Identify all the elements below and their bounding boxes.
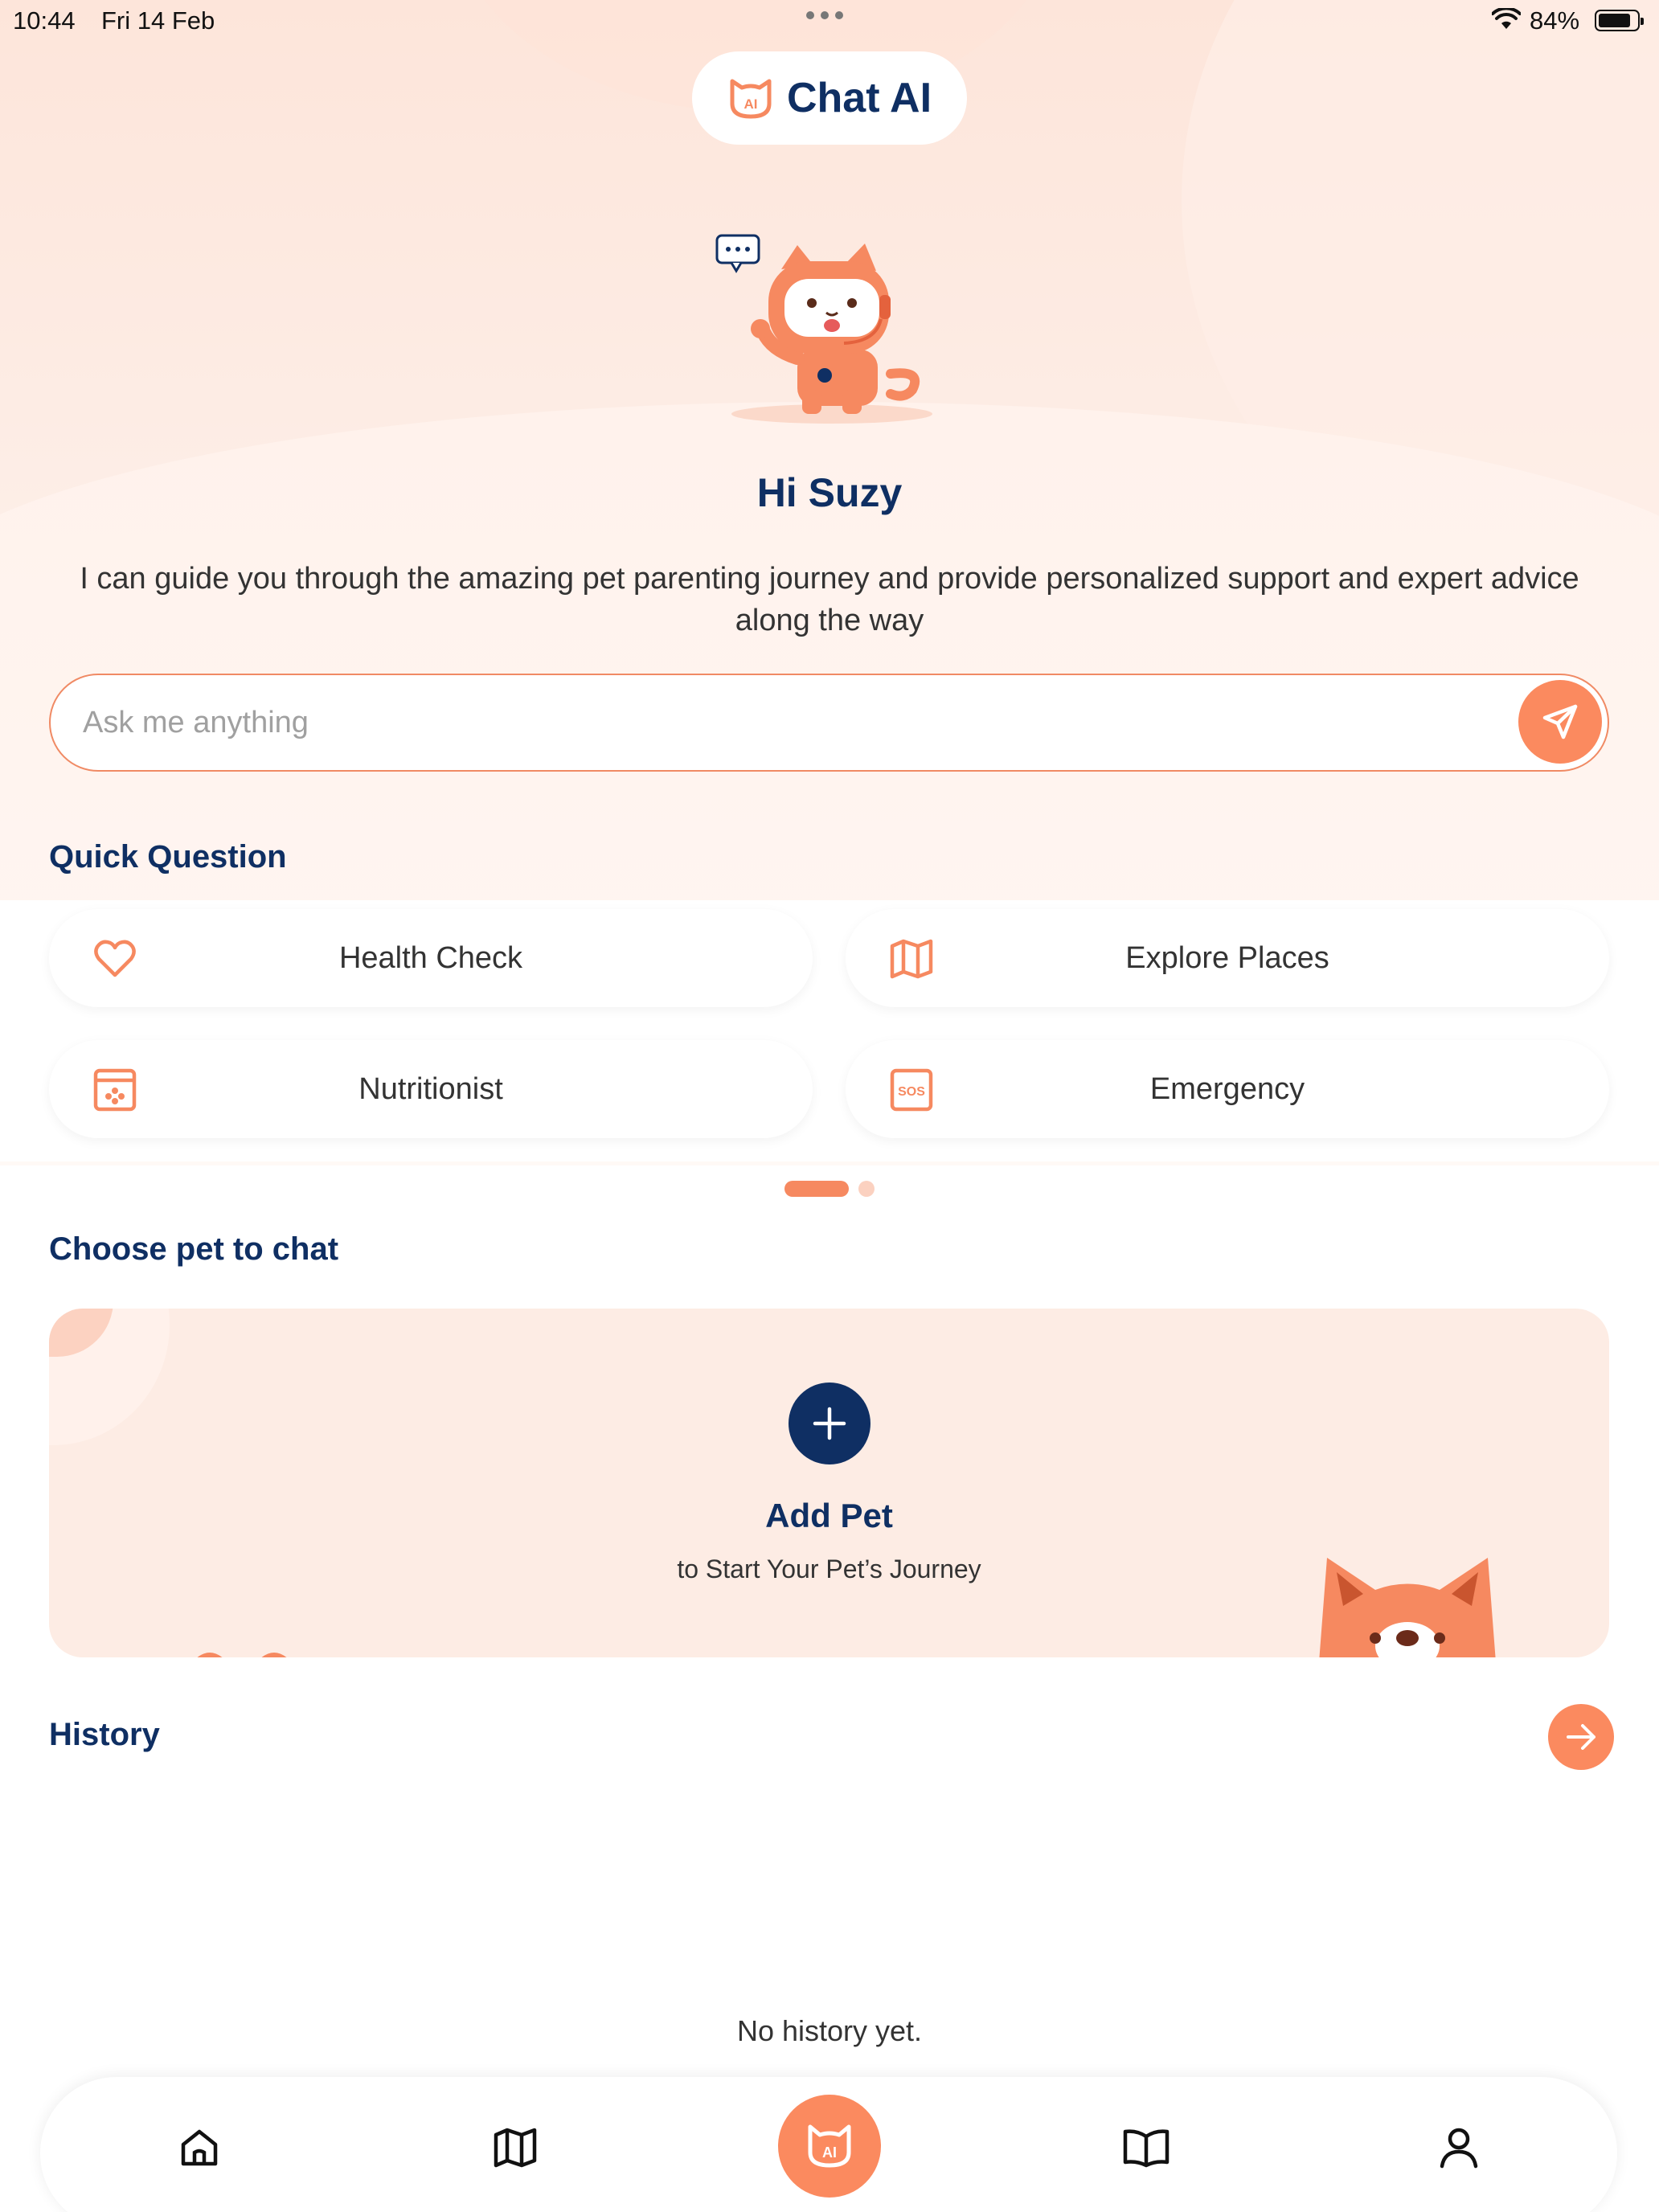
plus-icon xyxy=(811,1405,848,1442)
nav-chat-ai[interactable] xyxy=(778,2095,881,2198)
quick-question-title: Quick Question xyxy=(49,839,287,875)
quick-question-label: Health Check xyxy=(338,940,523,975)
ask-input[interactable] xyxy=(83,691,1449,754)
send-button[interactable] xyxy=(1518,680,1602,764)
quick-question-label: Explore Places xyxy=(1125,940,1329,975)
send-icon xyxy=(1540,702,1580,742)
quick-question-nutritionist[interactable] xyxy=(49,1040,813,1138)
battery-percent: 84% xyxy=(1530,6,1580,35)
page-title-pill xyxy=(692,51,967,145)
user-icon xyxy=(1438,2126,1480,2169)
cat-ears-illustration xyxy=(194,1645,387,1657)
cat-ai-logo-badge: AI xyxy=(743,96,758,112)
nav-library[interactable] xyxy=(1120,2122,1172,2173)
cat-ai-logo-icon xyxy=(727,76,774,120)
quick-question-pager[interactable] xyxy=(784,1181,875,1197)
greeting-heading: Hi Suzy xyxy=(756,470,903,515)
status-time: 10:44 xyxy=(13,6,76,35)
history-view-all-button[interactable] xyxy=(1548,1704,1614,1770)
bottom-navigation xyxy=(40,2077,1617,2212)
wifi-icon xyxy=(1492,8,1521,31)
quick-question-label: Emergency xyxy=(1149,1071,1305,1106)
pager-dot[interactable] xyxy=(858,1181,875,1197)
add-pet-card[interactable] xyxy=(49,1309,1609,1657)
quick-question-health-check[interactable] xyxy=(49,909,813,1007)
book-icon xyxy=(1122,2127,1170,2169)
nav-profile[interactable] xyxy=(1433,2122,1485,2173)
history-empty-text: No history yet. xyxy=(736,2014,923,2047)
intro-text: I can guide you through the amazing pet parenting journey and provide personalized support and expert advice along the way xyxy=(80,562,1579,637)
pager-dot-active[interactable] xyxy=(784,1181,849,1197)
add-pet-title: Add Pet xyxy=(765,1497,893,1534)
status-date: Fri 14 Feb xyxy=(101,6,215,35)
cat-ai-icon xyxy=(804,2122,855,2170)
ask-input-container xyxy=(49,674,1609,772)
multitasking-dots[interactable] xyxy=(806,11,843,19)
sos-icon-label: SOS xyxy=(898,1085,925,1099)
ai-cat-mascot-illustration xyxy=(707,229,948,430)
add-pet-subtitle: to Start Your Pet’s Journey xyxy=(677,1555,981,1583)
nav-home[interactable] xyxy=(174,2122,225,2173)
quick-question-explore-places[interactable] xyxy=(846,909,1609,1007)
dog-peeking-illustration xyxy=(1319,1558,1496,1657)
quick-question-emergency[interactable] xyxy=(846,1040,1609,1138)
nav-chat-ai-badge: AI xyxy=(822,2144,837,2161)
battery-icon xyxy=(1595,10,1640,31)
home-icon xyxy=(178,2127,220,2169)
arrow-right-icon xyxy=(1563,1719,1599,1755)
nav-map[interactable] xyxy=(490,2122,541,2173)
choose-pet-title: Choose pet to chat xyxy=(49,1231,339,1267)
map-icon xyxy=(493,2127,538,2169)
history-title: History xyxy=(49,1717,160,1752)
page-title: Chat AI xyxy=(786,75,932,121)
quick-question-label: Nutritionist xyxy=(358,1071,503,1106)
add-pet-button[interactable] xyxy=(789,1382,870,1464)
status-bar xyxy=(0,0,1659,40)
